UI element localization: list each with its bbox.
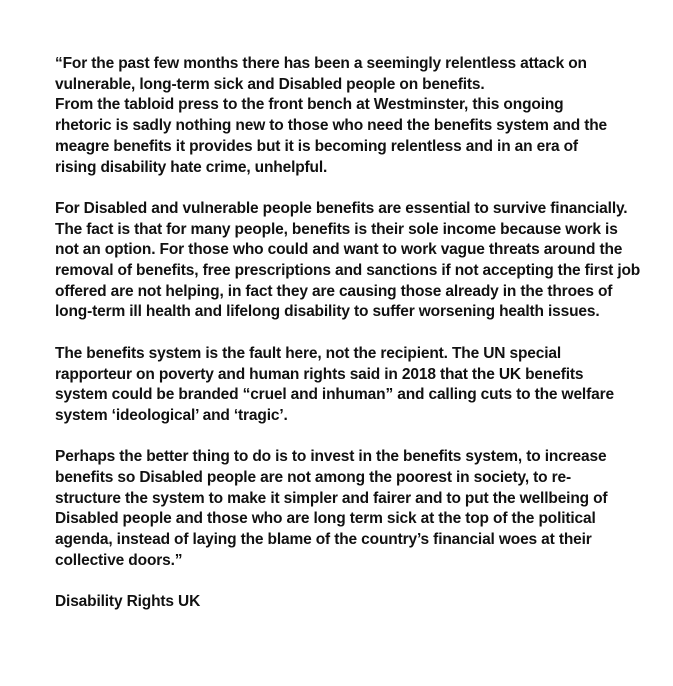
text-line: The benefits system is the fault here, not the recipient. The UN special <box>55 344 561 362</box>
text-line: offered are not helping, in fact they are causing those already in the throes of <box>55 282 613 300</box>
text-line: rhetoric is sadly nothing new to those who need the benefits system and the <box>55 117 608 135</box>
text-line: system ‘ideological’ and ‘tragic’. <box>55 406 288 424</box>
text-line: long-term ill health and lifelong disability to suffer worsening health issues. <box>55 303 600 321</box>
text-line: rising disability hate crime, unhelpful. <box>55 158 328 176</box>
quote-document <box>55 54 665 613</box>
paragraph-2 <box>55 199 665 323</box>
text-line: agenda, instead of laying the blame of the country’s financial woes at their <box>55 531 592 549</box>
text-line: collective doors.” <box>55 551 183 569</box>
text-line: structure the system to make it simpler and fairer and to put the wellbeing of <box>55 489 608 507</box>
text-line: system could be branded “cruel and inhuman” and calling cuts to the welfare <box>55 386 614 404</box>
text-line: benefits so Disabled people are not among the poorest in society, to re- <box>55 469 572 487</box>
signature: Disability Rights UK <box>55 593 201 611</box>
text-line: Perhaps the better thing to do is to invest in the benefits system, to increase <box>55 448 607 466</box>
paragraph-1 <box>55 54 665 178</box>
text-line: “For the past few months there has been a seemingly relentless attack on <box>55 55 587 72</box>
text-line: From the tabloid press to the front bench at Westminster, this ongoing <box>55 96 564 114</box>
text-line: removal of benefits, free prescriptions and sanctions if not accepting the first job <box>55 262 641 280</box>
text-line: not an option. For those who could and want to work vague threats around the <box>55 241 623 259</box>
text-line: vulnerable, long-term sick and Disabled people on benefits. <box>55 75 485 93</box>
text-line: rapporteur on poverty and human rights said in 2018 that the UK benefits <box>55 365 584 383</box>
text-line: meagre benefits it provides but it is becoming relentless and in an era of <box>55 137 578 155</box>
text-line: The fact is that for many people, benefits is their sole income because work is <box>55 220 618 238</box>
text-line: For Disabled and vulnerable people benefits are essential to survive financially. <box>55 199 628 217</box>
paragraph-4 <box>55 447 665 571</box>
paragraph-3 <box>55 344 665 427</box>
text-line: Disabled people and those who are long term sick at the top of the political <box>55 510 596 528</box>
